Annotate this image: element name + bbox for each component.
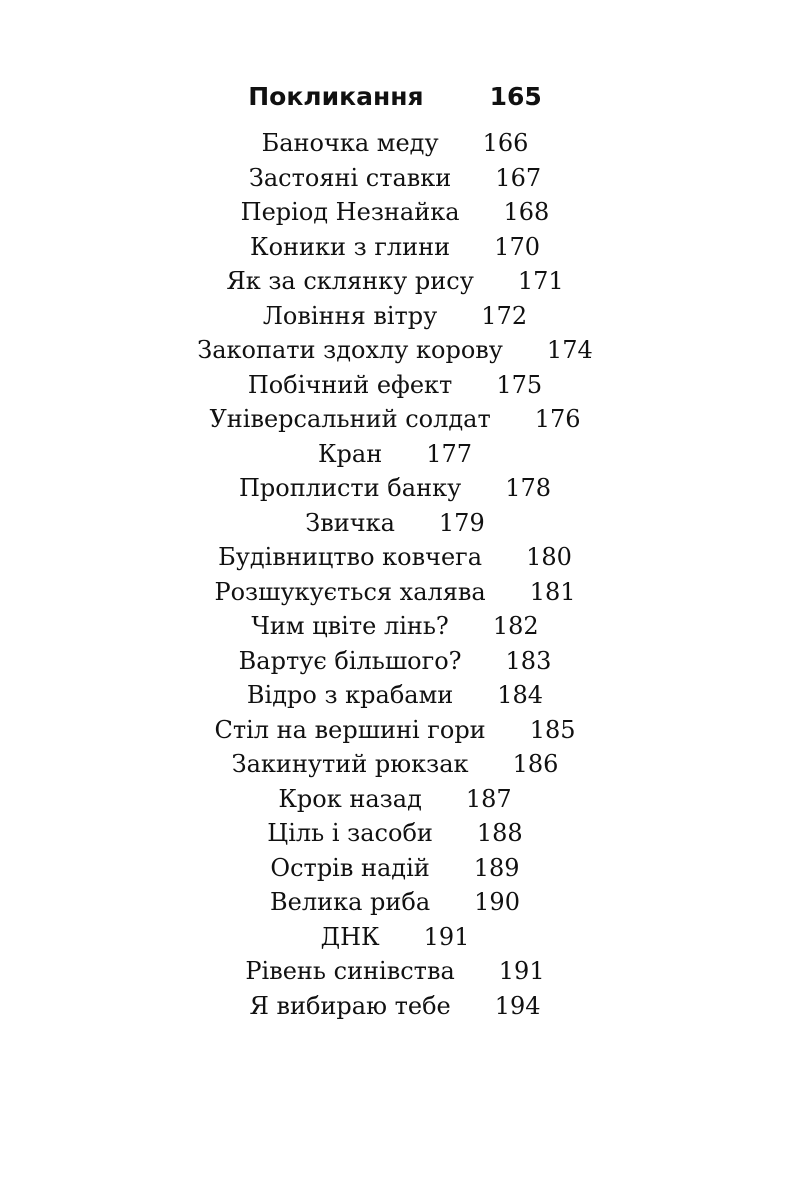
toc-entry	[0, 713, 790, 748]
entry-page-number: 186	[512, 750, 559, 778]
toc-entry	[0, 264, 790, 299]
entry-title: Закопати здохлу корову	[197, 336, 503, 364]
toc-entry	[0, 540, 790, 575]
toc-entry	[0, 230, 790, 265]
entry-title: Застояні ставки	[248, 163, 452, 192]
toc-entry	[0, 747, 790, 782]
entry-title: Розшукується халява	[214, 577, 486, 606]
entry-page-number: 190	[474, 888, 520, 916]
entry-title: Чим цвіте лінь?	[251, 612, 449, 640]
entry-page-number: 168	[503, 198, 550, 226]
entry-title: Кран	[317, 439, 383, 468]
toc-entry	[0, 989, 790, 1024]
entry-page-number: 176	[534, 405, 581, 433]
entry-page-number: 177	[426, 439, 473, 468]
toc-entry	[0, 126, 790, 161]
entry-title: Рівень синівства	[245, 957, 455, 985]
toc-entry	[0, 954, 790, 989]
entry-title: Як за склянку рису	[226, 267, 474, 295]
entry-page-number: 166	[482, 129, 529, 157]
entry-page-number: 184	[497, 681, 544, 709]
entry-title: Період Незнайка	[240, 198, 460, 226]
toc-entry	[0, 161, 790, 196]
toc-entry	[0, 575, 790, 610]
entry-title: Коники з глини	[250, 232, 451, 261]
entry-title: Закинутий рюкзак	[231, 750, 469, 778]
entry-page-number: 191	[498, 957, 545, 985]
entry-title: ДНК	[320, 922, 380, 951]
entry-title: Велика риба	[270, 888, 431, 916]
entry-title: Ціль і засоби	[267, 819, 433, 847]
toc-entry	[0, 471, 790, 506]
entry-title: Звичка	[305, 508, 395, 537]
entry-page-number: 175	[496, 370, 543, 399]
toc-entry	[0, 609, 790, 644]
entry-title: Будівництво ковчега	[218, 543, 483, 571]
table-of-contents	[0, 78, 790, 1023]
entry-page-number: 174	[546, 336, 593, 364]
toc-entry	[0, 437, 790, 472]
entry-title: Універсальний солдат	[209, 405, 491, 433]
entry-page-number: 189	[473, 853, 520, 882]
entry-page-number: 194	[494, 991, 541, 1020]
toc-entry	[0, 678, 790, 713]
entry-page-number: 182	[492, 612, 539, 640]
toc-entry	[0, 506, 790, 541]
toc-entry	[0, 644, 790, 679]
entry-page-number: 188	[476, 819, 523, 847]
entry-page-number: 172	[481, 301, 528, 330]
entry-title: Відро з крабами	[246, 681, 454, 709]
section-page-number: 165	[489, 82, 542, 111]
entry-title: Баночка меду	[261, 129, 439, 157]
entry-page-number: 178	[505, 474, 551, 502]
entry-title: Проплисти банку	[238, 474, 462, 502]
toc-entry	[0, 782, 790, 817]
entry-page-number: 191	[423, 922, 470, 951]
toc-entry	[0, 333, 790, 368]
entry-page-number: 185	[529, 715, 576, 744]
entry-page-number: 181	[529, 577, 576, 606]
entry-page-number: 180	[526, 543, 572, 571]
entry-title: Стіл на вершині гори	[214, 715, 486, 744]
toc-entries	[0, 126, 790, 1023]
toc-entry	[0, 368, 790, 403]
entry-title: Вартує більшого?	[238, 646, 462, 675]
entry-page-number: 167	[495, 163, 542, 192]
section-title: Покликання	[248, 82, 424, 111]
entry-page-number: 171	[517, 267, 564, 295]
entry-page-number: 179	[438, 508, 485, 537]
toc-entry	[0, 402, 790, 437]
entry-title: Побічний ефект	[247, 370, 453, 399]
entry-page-number: 187	[465, 784, 512, 813]
toc-entry	[0, 920, 790, 955]
toc-entry	[0, 816, 790, 851]
toc-entry	[0, 299, 790, 334]
entry-title: Крок назад	[278, 784, 422, 813]
entry-page-number: 170	[494, 232, 540, 261]
toc-entry	[0, 851, 790, 886]
entry-title: Острів надій	[270, 853, 430, 882]
entry-title: Я вибираю тебе	[249, 991, 451, 1020]
entry-page-number: 183	[505, 646, 552, 675]
entry-title: Ловіння вітру	[262, 301, 438, 330]
toc-entry	[0, 885, 790, 920]
toc-entry	[0, 195, 790, 230]
section-heading	[0, 78, 790, 116]
